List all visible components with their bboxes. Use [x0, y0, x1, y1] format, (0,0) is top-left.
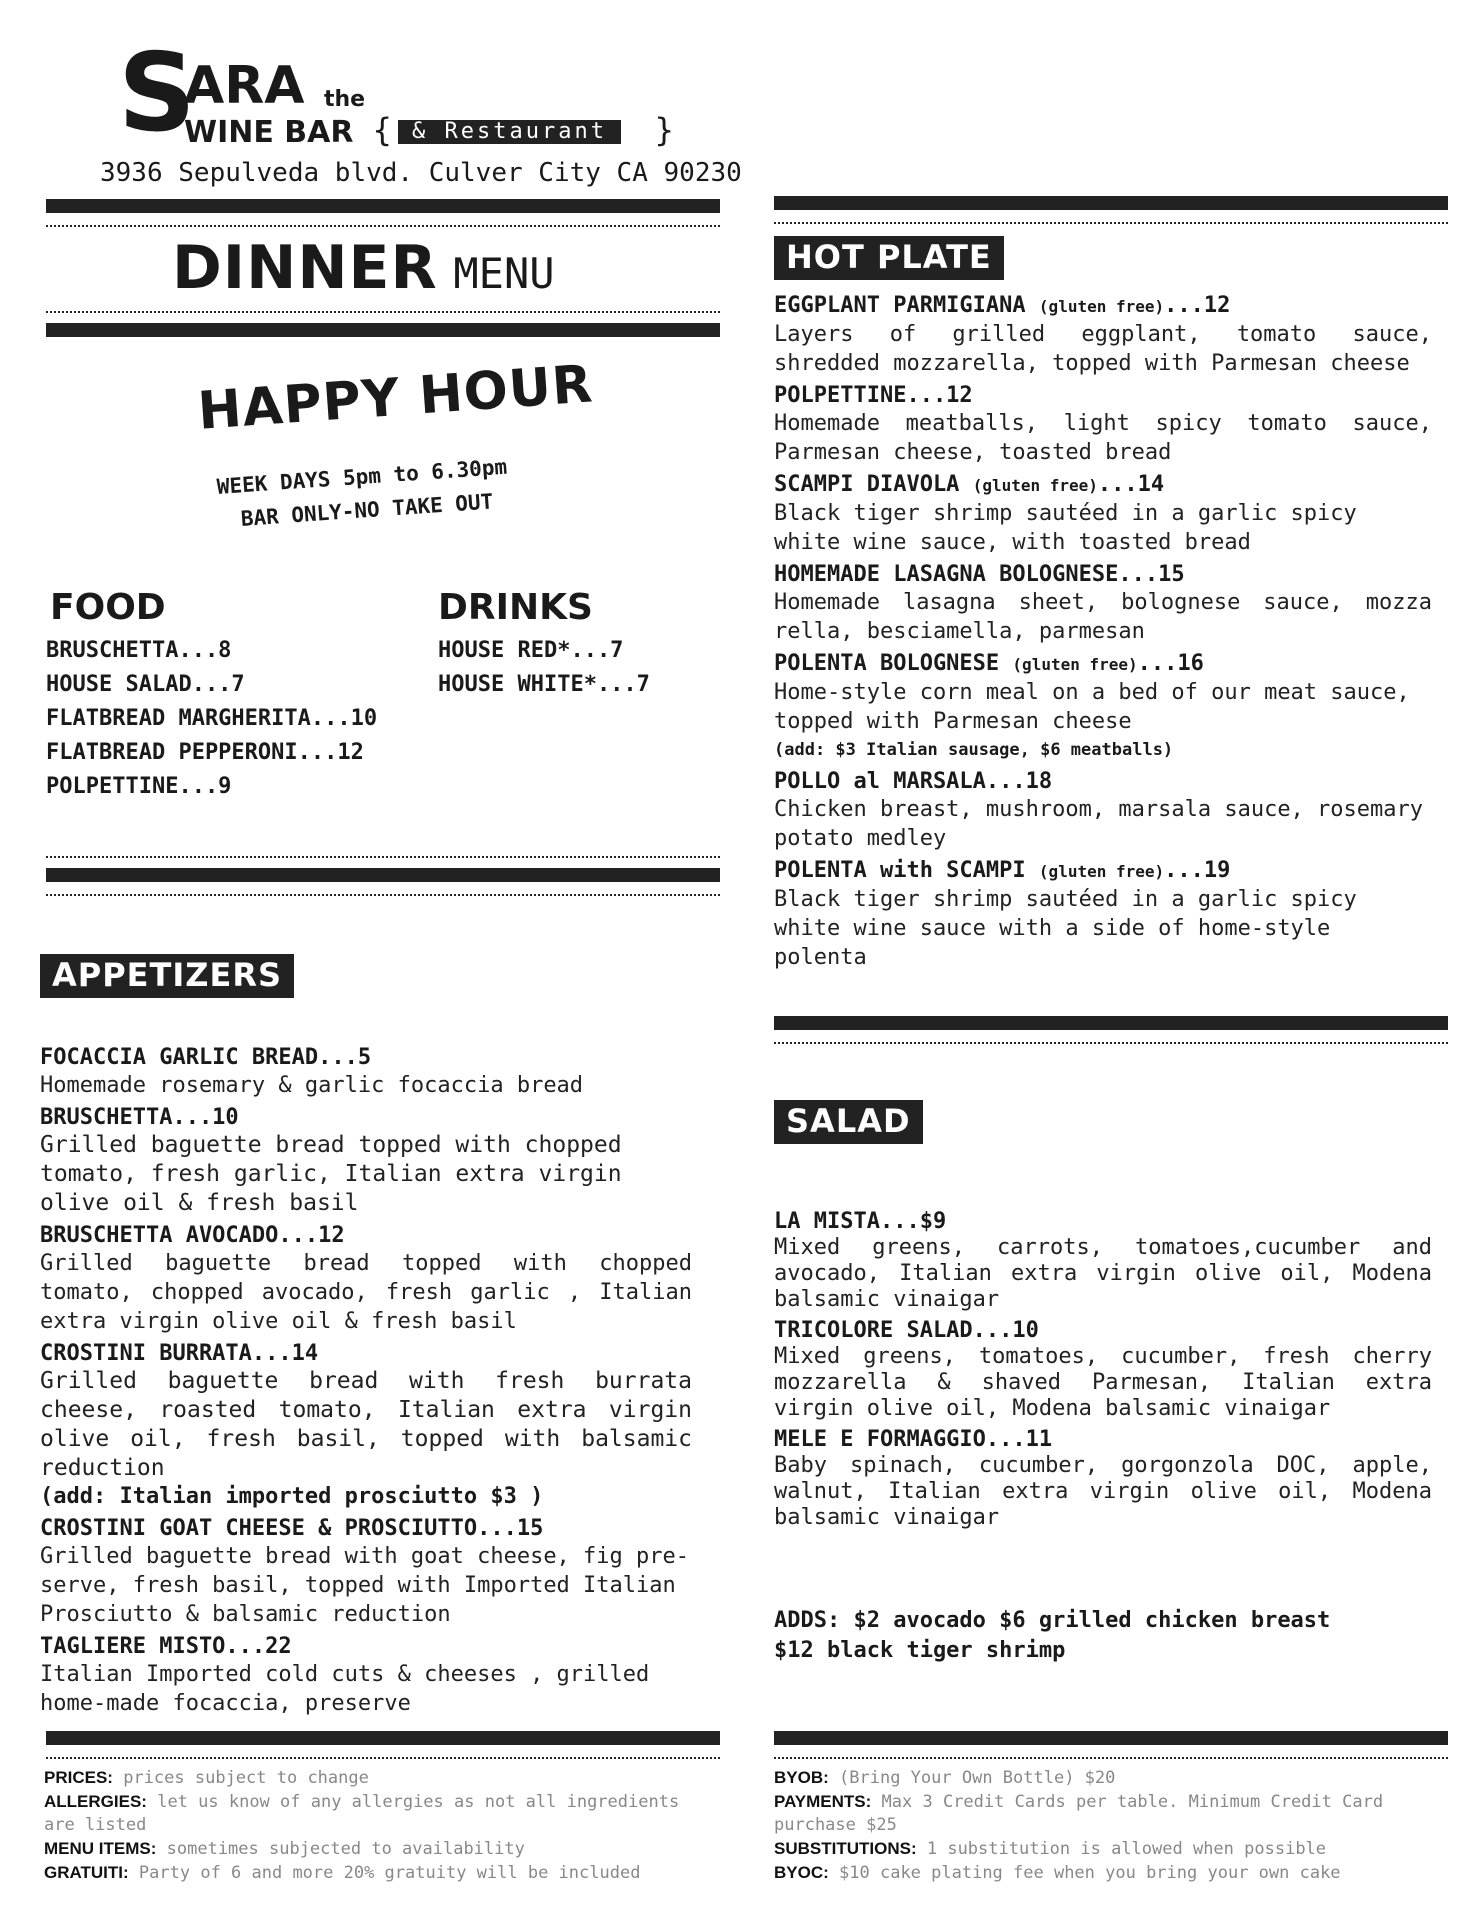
item-desc: Grilled baguette bread with goat cheese, fig pre-serve, fresh basil, topped with Imported Italian Prosciutto & balsamic reduction: [40, 1544, 690, 1627]
divider-dots: [46, 856, 720, 858]
dinner-word: DINNER: [172, 233, 438, 303]
appetizers-heading: APPETIZERS: [40, 954, 294, 998]
logo: [118, 31, 678, 158]
list-item: FLATBREAD MARGHERITA...10: [46, 706, 378, 731]
hot-plate-list: [774, 292, 1432, 976]
salad-adds: [774, 1606, 1432, 1666]
happy-hour-title: HAPPY HOUR: [196, 354, 595, 442]
divider-bar: [774, 1731, 1448, 1745]
footer-label: PAYMENTS:: [774, 1792, 872, 1811]
item-desc: Homemade rosemary & garlic focaccia bread: [40, 1073, 584, 1098]
footer-text: Party of 6 and more 20% gratuity will be included: [138, 1863, 641, 1883]
footer-label: SUBSTITUTIONS:: [774, 1839, 917, 1858]
item-desc: Grilled baguette bread topped with chopped tomato, chopped avocado, fresh garlic , Italian extra virgin olive oil & fresh basil: [40, 1251, 692, 1334]
list-item: POLPETTINE...9: [46, 774, 232, 799]
item-desc: Mixed greens, tomatoes, cucumber, fresh cherry mozzarella & shaved Parmesan, Italian extra virgin olive oil, Modena balsamic vinaigar: [774, 1344, 1432, 1421]
list-item: [774, 1426, 1432, 1531]
item-desc: Grilled baguette bread topped with chopped tomato, fresh garlic, Italian extra virgin olive oil & fresh basil: [40, 1132, 622, 1216]
item-name: LA MISTA...$9: [774, 1209, 947, 1234]
divider-dots: [774, 222, 1448, 224]
footer-text: sometimes subjected to availability: [166, 1839, 525, 1859]
list-item: [774, 857, 1432, 972]
footer-left: [44, 1766, 704, 1885]
gluten-free-tag: (gluten free): [1038, 862, 1165, 881]
divider-dots: [46, 311, 720, 313]
salad-list: [774, 1208, 1432, 1535]
footer-line: [774, 1861, 1434, 1885]
footer-text: Max 3 Credit Cards per table. Minimum Credit Card purchase $25: [774, 1792, 1384, 1835]
list-item: [40, 1044, 692, 1100]
item-desc: Grilled baguette bread with fresh burrata cheese, roasted tomato, Italian extra virgin olive oil, fresh basil, topped with balsamic reduction: [40, 1368, 692, 1481]
item-desc: Italian Imported cold cuts & cheeses , grilled home-made focaccia, preserve: [40, 1662, 650, 1716]
drinks-title: DRINKS: [438, 587, 593, 628]
footer-label: PRICES:: [44, 1768, 113, 1787]
item-name: MELE E FORMAGGIO...11: [774, 1427, 1053, 1452]
divider-dots: [774, 1757, 1448, 1759]
list-item: [774, 471, 1432, 557]
item-name: SCAMPI DIAVOLA (gluten free)...14: [774, 472, 1165, 497]
divider-bar: [46, 1731, 720, 1745]
footer-line: [774, 1766, 1434, 1790]
list-item: [774, 292, 1432, 378]
address: 3936 Sepulveda blvd. Culver City CA 90230: [100, 158, 742, 188]
logo-sara: ARA: [184, 56, 305, 116]
footer-line: [44, 1766, 704, 1790]
appetizers-list: [40, 1044, 692, 1722]
food-title: FOOD: [50, 587, 166, 628]
item-name: POLENTA BOLOGNESE (gluten free)...16: [774, 651, 1204, 676]
divider-bar: [46, 199, 720, 213]
list-item: HOUSE SALAD...7: [46, 672, 245, 697]
gluten-free-tag: (gluten free): [1038, 297, 1165, 316]
item-name: CROSTINI GOAT CHEESE & PROSCIUTTO...15: [40, 1516, 544, 1541]
item-add-on: (add: $3 Italian sausage, $6 meatballs): [774, 740, 1174, 760]
list-item: [40, 1515, 692, 1629]
item-name: EGGPLANT PARMIGIANA (gluten free)...12: [774, 293, 1231, 318]
footer-line: [44, 1790, 704, 1837]
dinner-menu-title: [172, 232, 555, 310]
item-desc: Layers of grilled eggplant, tomato sauce, shredded mozzarella, topped with Parmesan cheese: [774, 322, 1432, 376]
item-desc: Home-style corn meal on a bed of our meat sauce, topped with Parmesan cheese: [774, 680, 1410, 734]
footer-text: prices subject to change: [123, 1768, 369, 1788]
item-name: BRUSCHETTA...10: [40, 1105, 239, 1130]
item-name: TAGLIERE MISTO...22: [40, 1634, 292, 1659]
item-name: POLPETTINE...12: [774, 383, 973, 408]
footer-label: GRATUITI:: [44, 1863, 129, 1882]
footer-label: ALLERGIES:: [44, 1792, 147, 1811]
happy-hour-note: BAR ONLY-NO TAKE OUT: [240, 489, 495, 531]
restaurant-badge: & Restaurant: [398, 120, 621, 144]
list-item: [774, 382, 1432, 467]
brace-close: }: [654, 111, 675, 149]
footer-label: BYOB:: [774, 1768, 829, 1787]
happy-hour-days: WEEK DAYS 5pm to 6.30pm: [216, 454, 508, 499]
logo-letter-s: S: [118, 31, 194, 156]
footer-right: [774, 1766, 1434, 1885]
list-item: HOUSE WHITE*...7: [438, 672, 650, 697]
footer-label: MENU ITEMS:: [44, 1839, 157, 1858]
list-item: [774, 561, 1432, 646]
item-desc: Black tiger shrimp sautéed in a garlic spicy white wine sauce with a side of home-style polenta: [774, 887, 1357, 970]
divider-bar: [774, 1016, 1448, 1030]
item-desc: Homemade meatballs, light spicy tomato sauce, Parmesan cheese, toasted bread: [774, 411, 1432, 465]
list-item: [40, 1222, 692, 1336]
item-desc: Homemade lasagna sheet, bolognese sauce, mozza rella, besciamella, parmesan: [774, 590, 1432, 644]
brace-open: {: [372, 111, 393, 149]
divider-dots: [46, 894, 720, 896]
divider-dots: [46, 225, 720, 227]
item-desc: Mixed greens, carrots, tomatoes,cucumber and avocado, Italian extra virgin olive oil, Modena balsamic vinaigar: [774, 1235, 1432, 1312]
item-name: BRUSCHETTA AVOCADO...12: [40, 1223, 345, 1248]
item-add-on: (add: Italian imported prosciutto $3 ): [40, 1484, 544, 1509]
item-name: POLENTA with SCAMPI (gluten free)...19: [774, 858, 1231, 883]
footer-text: $10 cake plating fee when you bring your own cake: [839, 1863, 1341, 1883]
list-item: [40, 1104, 692, 1218]
food-list: [46, 634, 377, 804]
divider-bar: [774, 196, 1448, 210]
footer-label: BYOC:: [774, 1863, 829, 1882]
footer-text: 1 substitution is allowed when possible: [926, 1839, 1327, 1859]
divider-dots: [774, 1042, 1448, 1044]
footer-text: let us know of any allergies as not all ingredients are listed: [44, 1792, 680, 1835]
adds-line: $12 black tiger shrimp: [774, 1638, 1066, 1663]
item-desc: Chicken breast, mushroom, marsala sauce, rosemary potato medley: [774, 797, 1424, 851]
list-item: [40, 1340, 692, 1511]
menu-word: MENU: [453, 249, 555, 298]
list-item: BRUSCHETTA...8: [46, 638, 232, 663]
item-name: FOCACCIA GARLIC BREAD...5: [40, 1045, 372, 1070]
item-name: POLLO al MARSALA...18: [774, 769, 1053, 794]
item-name: CROSTINI BURRATA...14: [40, 1341, 319, 1366]
divider-bar: [46, 868, 720, 882]
list-item: FLATBREAD PEPPERONI...12: [46, 740, 364, 765]
salad-heading: SALAD: [774, 1100, 923, 1144]
hot-plate-heading: HOT PLATE: [774, 236, 1004, 280]
gluten-free-tag: (gluten free): [972, 476, 1098, 495]
item-name: HOMEMADE LASAGNA BOLOGNESE...15: [774, 562, 1185, 587]
list-item: [774, 1208, 1432, 1313]
footer-line: [774, 1790, 1434, 1837]
list-item: [40, 1633, 692, 1718]
adds-line: ADDS: $2 avocado $6 grilled chicken breast: [774, 1608, 1331, 1633]
list-item: [774, 768, 1432, 853]
item-name: TRICOLORE SALAD...10: [774, 1318, 1039, 1343]
drinks-list: [438, 634, 650, 702]
footer-text: (Bring Your Own Bottle) $20: [839, 1768, 1116, 1788]
footer-line: [44, 1837, 704, 1861]
list-item: [774, 1317, 1432, 1422]
item-desc: Baby spinach, cucumber, gorgonzola DOC, apple, walnut, Italian extra virgin olive oil, Modena balsamic vinaigar: [774, 1453, 1432, 1530]
footer-line: [44, 1861, 704, 1885]
divider-dots: [46, 1757, 720, 1759]
gluten-free-tag: (gluten free): [1012, 655, 1138, 674]
footer-line: [774, 1837, 1434, 1861]
divider-bar: [46, 323, 720, 337]
item-desc: Black tiger shrimp sautéed in a garlic spicy white wine sauce, with toasted bread: [774, 501, 1357, 555]
list-item: HOUSE RED*...7: [438, 638, 624, 663]
logo-the: the: [324, 87, 366, 112]
logo-wine-bar: WINE BAR: [184, 115, 354, 150]
list-item: [774, 650, 1432, 764]
